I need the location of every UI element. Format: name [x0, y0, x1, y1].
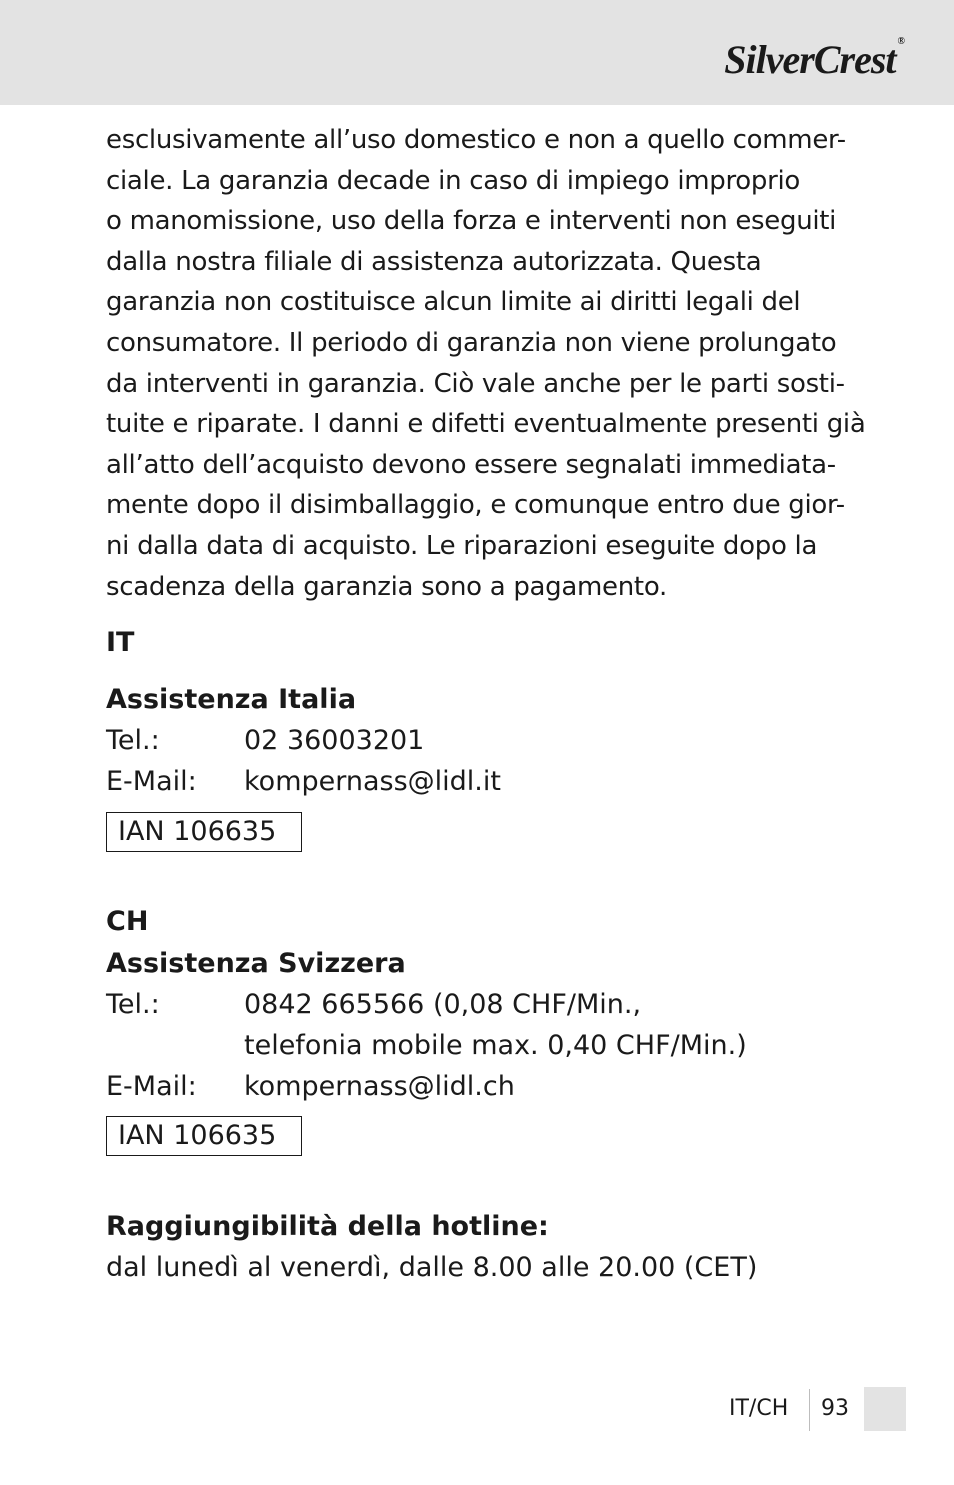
text-line: dalla nostra filiale di assistenza autorizzata. Questa: [106, 246, 762, 277]
brand-logo: [724, 36, 904, 83]
ian-box-it: IAN 106635: [106, 812, 302, 852]
text-line: esclusivamente all’uso domestico e non a quello commer-: [106, 125, 846, 155]
warranty-text: [106, 120, 866, 607]
tel-label: Tel.:: [106, 989, 160, 1020]
email-label: E-Mail:: [106, 766, 197, 797]
tel-label: Tel.:: [106, 725, 160, 756]
text-line: ni dalla data di acquisto. Le riparazioni eseguite dopo la: [106, 530, 818, 561]
text-line: garanzia non costituisce alcun limite ai diritti legali del: [106, 287, 801, 318]
tel-value: 0842 665566 (0,08 CHF/Min.,: [244, 989, 642, 1020]
hotline-title: Raggiungibilità della hotline:: [106, 1211, 549, 1242]
text-line: consumatore. Il periodo di garanzia non viene prolungato: [106, 327, 837, 358]
section-code-ch: CH: [106, 906, 149, 937]
registered-mark: ®: [897, 36, 904, 47]
text-line: all’atto dell’acquisto devono essere segnalati immediata-: [106, 449, 836, 480]
page-number: 93: [821, 1396, 849, 1421]
text-line: tuite e riparate. I danni e difetti eventualmente presenti già: [106, 409, 866, 440]
section-title-it: Assistenza Italia: [106, 684, 357, 715]
email-link[interactable]: kompernass@lidl.it: [244, 766, 501, 797]
email-link[interactable]: kompernass@lidl.ch: [244, 1071, 515, 1102]
section-code-it: IT: [106, 627, 135, 658]
footer-language: IT/CH: [729, 1396, 789, 1421]
warranty-paragraph: [106, 120, 866, 607]
footer-tab-marker: [864, 1387, 906, 1431]
hotline-hours: dal lunedì al venerdì, dalle 8.00 alle 20.00 (CET): [106, 1252, 758, 1283]
tel-value: 02 36003201: [244, 725, 425, 756]
text-line: ciale. La garanzia decade in caso di impiego improprio: [106, 165, 801, 196]
section-title-ch: Assistenza Svizzera: [106, 948, 406, 979]
email-row-ch: [106, 1071, 515, 1102]
tel-row-ch: [106, 989, 641, 1020]
text-line: da interventi in garanzia. Ciò vale anche per le parti sosti-: [106, 368, 845, 399]
brand-name: SilverCrest: [724, 37, 896, 82]
text-line: o manomissione, uso della forza e interventi non eseguiti: [106, 206, 837, 237]
text-line: scadenza della garanzia sono a pagamento.: [106, 571, 667, 602]
email-label: E-Mail:: [106, 1071, 197, 1102]
ian-box-ch: IAN 106635: [106, 1116, 302, 1156]
text-line: mente dopo il disimballaggio, e comunque entro due gior-: [106, 490, 845, 521]
email-row-it: [106, 766, 501, 797]
footer-divider: [809, 1389, 810, 1431]
tel-row-ch-continued: telefonia mobile max. 0,40 CHF/Min.): [244, 1030, 747, 1061]
tel-row-it: [106, 725, 424, 756]
